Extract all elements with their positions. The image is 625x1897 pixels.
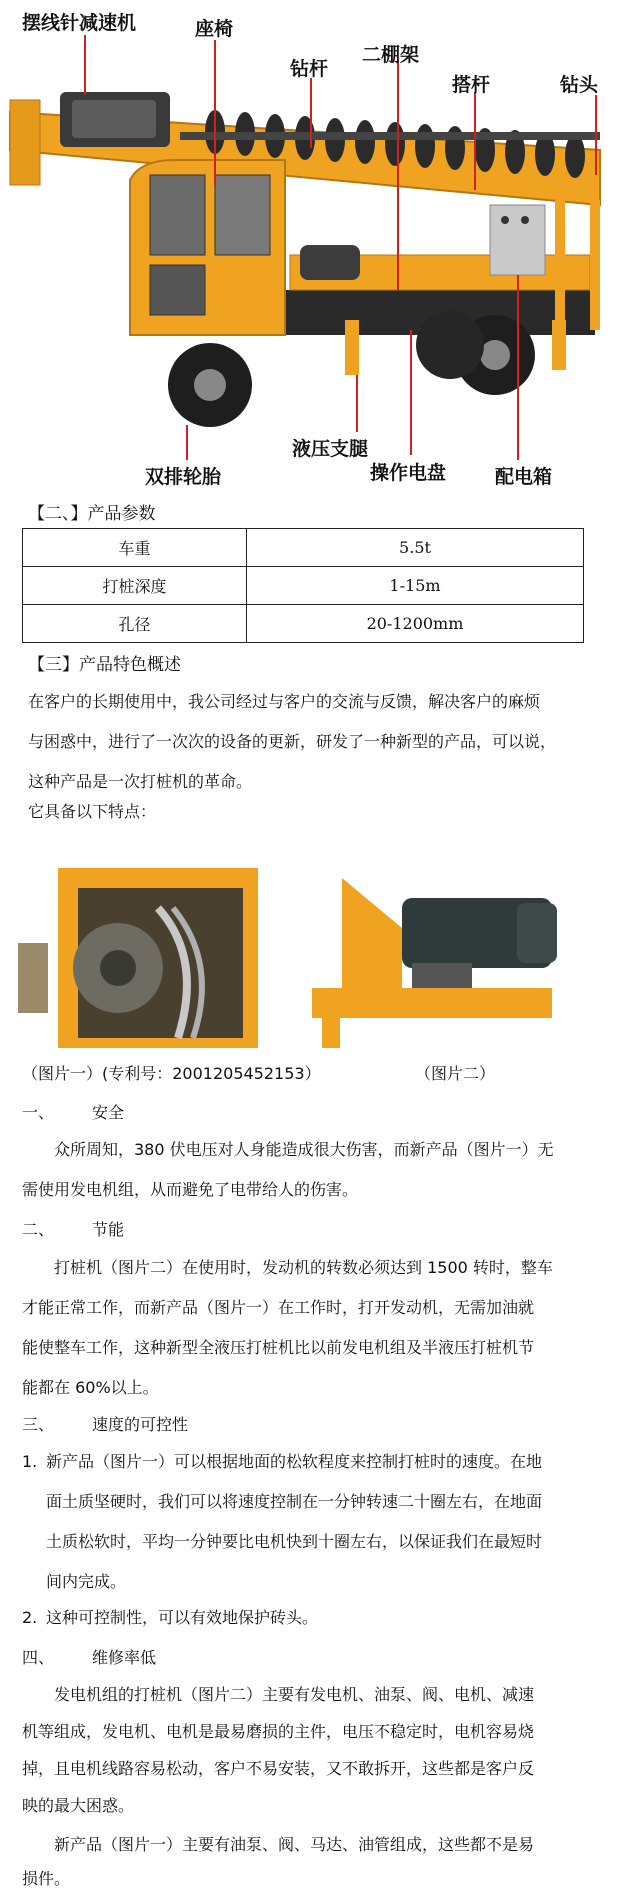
point-heading-speed xyxy=(22,1412,188,1435)
param-value: 1-15m xyxy=(246,567,583,605)
photo-figure-one xyxy=(18,868,263,1048)
overview-line: 与困惑中，进行了一次次的设备的更新，研发了一种新型的产品，可以说， xyxy=(28,732,557,751)
list-number: 2. xyxy=(22,1608,38,1627)
energy-paragraph xyxy=(22,1248,597,1408)
point-title: 安全 xyxy=(92,1103,125,1122)
point-heading-maintenance xyxy=(22,1645,156,1668)
machine-figure xyxy=(0,0,625,490)
parameters-table xyxy=(22,528,584,643)
paragraph-line: 机等组成，发电机、电机是最易磨损的主件，电压不稳定时，电机容易烧 xyxy=(22,1722,535,1741)
label-seat: 座椅 xyxy=(195,18,234,40)
point-heading-energy xyxy=(22,1217,124,1240)
overview-line: 这种产品是一次打桩机的革命。 xyxy=(28,772,253,791)
label-drill-rod: 钻杆 xyxy=(290,58,329,80)
label-reducer: 摆线针减速机 xyxy=(22,12,137,34)
table-row xyxy=(23,529,584,567)
paragraph-line: 才能正常工作，而新产品（图片一）在工作时，打开发动机，无需加油就 xyxy=(22,1298,535,1317)
list-item xyxy=(22,1442,592,1602)
point-number: 一、 xyxy=(22,1103,55,1122)
label-distribution-box: 配电箱 xyxy=(495,466,553,488)
point-title: 维修率低 xyxy=(92,1648,157,1667)
paragraph-line: 映的最大困惑。 xyxy=(22,1796,135,1815)
param-label: 孔径 xyxy=(23,605,247,643)
param-label: 车重 xyxy=(23,529,247,567)
table-row xyxy=(23,605,584,643)
safety-paragraph xyxy=(22,1130,597,1210)
point-title: 节能 xyxy=(92,1220,125,1239)
label-cross-rod: 搭杆 xyxy=(452,74,491,96)
label-hydraulic-legs: 液压支腿 xyxy=(292,438,369,460)
paragraph-line: 能使整车工作，这种新型全液压打桩机比以前发电机组及半液压打桩机节 xyxy=(22,1338,535,1357)
list-number: 1. xyxy=(22,1452,38,1471)
label-second-frame: 二棚架 xyxy=(362,44,420,66)
point-number: 二、 xyxy=(22,1220,55,1239)
overview-line: 在客户的长期使用中，我公司经过与客户的交流与反馈，解决客户的麻烦 xyxy=(28,692,541,711)
paragraph-line: 打桩机（图片二）在使用时，发动机的转数必须达到 1500 转时，整车 xyxy=(54,1258,553,1277)
section-parameters-title: 【二、】产品参数 xyxy=(28,504,156,524)
point-title: 速度的可控性 xyxy=(92,1415,189,1434)
list-line: 这种可控制性，可以有效地保护砖头。 xyxy=(46,1608,319,1627)
features-intro: 它具备以下特点： xyxy=(28,802,157,821)
list-line: 间内完成。 xyxy=(46,1572,127,1591)
paragraph-line: 发电机组的打桩机（图片二）主要有发电机、油泵、阀、电机、减速 xyxy=(54,1685,535,1704)
list-line: 新产品（图片一）可以根据地面的松软程度来控制打桩时的速度。在地 xyxy=(46,1452,543,1471)
list-line: 土质松软时，平均一分钟要比电机快到十圈左右，以保证我们在最短时 xyxy=(46,1532,543,1551)
photo-figure-two xyxy=(312,868,572,1048)
point-number: 四、 xyxy=(22,1648,55,1667)
paragraph-line: 新产品（图片一）主要有油泵、阀、马达、油管组成，这些都不是易 xyxy=(54,1835,535,1854)
maintenance-paragraph-1 xyxy=(22,1676,597,1824)
point-number: 三、 xyxy=(22,1415,55,1434)
point-heading-safety xyxy=(22,1100,124,1123)
label-dual-tires: 双排轮胎 xyxy=(145,466,222,488)
figure-one-caption: （图片一）(专利号：2001205452153） xyxy=(22,1064,321,1083)
paragraph-line: 损件。 xyxy=(22,1869,71,1888)
label-drill-head: 钻头 xyxy=(560,74,599,96)
label-control-panel: 操作电盘 xyxy=(370,462,447,484)
paragraph-line: 众所周知，380 伏电压对人身能造成很大伤害，而新产品（图片一）无 xyxy=(54,1140,554,1159)
list-item xyxy=(22,1598,592,1638)
figure-two-caption: （图片二） xyxy=(415,1064,496,1083)
table-row xyxy=(23,567,584,605)
paragraph-line: 掉，且电机线路容易松动，客户不易安装，又不敢拆开，这些都是客户反 xyxy=(22,1759,535,1778)
param-value: 5.5t xyxy=(246,529,583,567)
param-label: 打桩深度 xyxy=(23,567,247,605)
hydraulic-motor-photo xyxy=(18,868,263,1048)
generator-motor-photo xyxy=(312,868,572,1048)
section-features-title: 【三】产品特色概述 xyxy=(28,655,181,675)
features-overview xyxy=(28,682,590,802)
paragraph-line: 能都在 60%以上。 xyxy=(22,1378,159,1397)
param-value: 20-1200mm xyxy=(246,605,583,643)
maintenance-paragraph-2 xyxy=(22,1828,597,1896)
paragraph-line: 需使用发电机组，从而避免了电带给人的伤害。 xyxy=(22,1180,359,1199)
list-line: 面土质坚硬时，我们可以将速度控制在一分钟转速二十圈左右，在地面 xyxy=(46,1492,543,1511)
